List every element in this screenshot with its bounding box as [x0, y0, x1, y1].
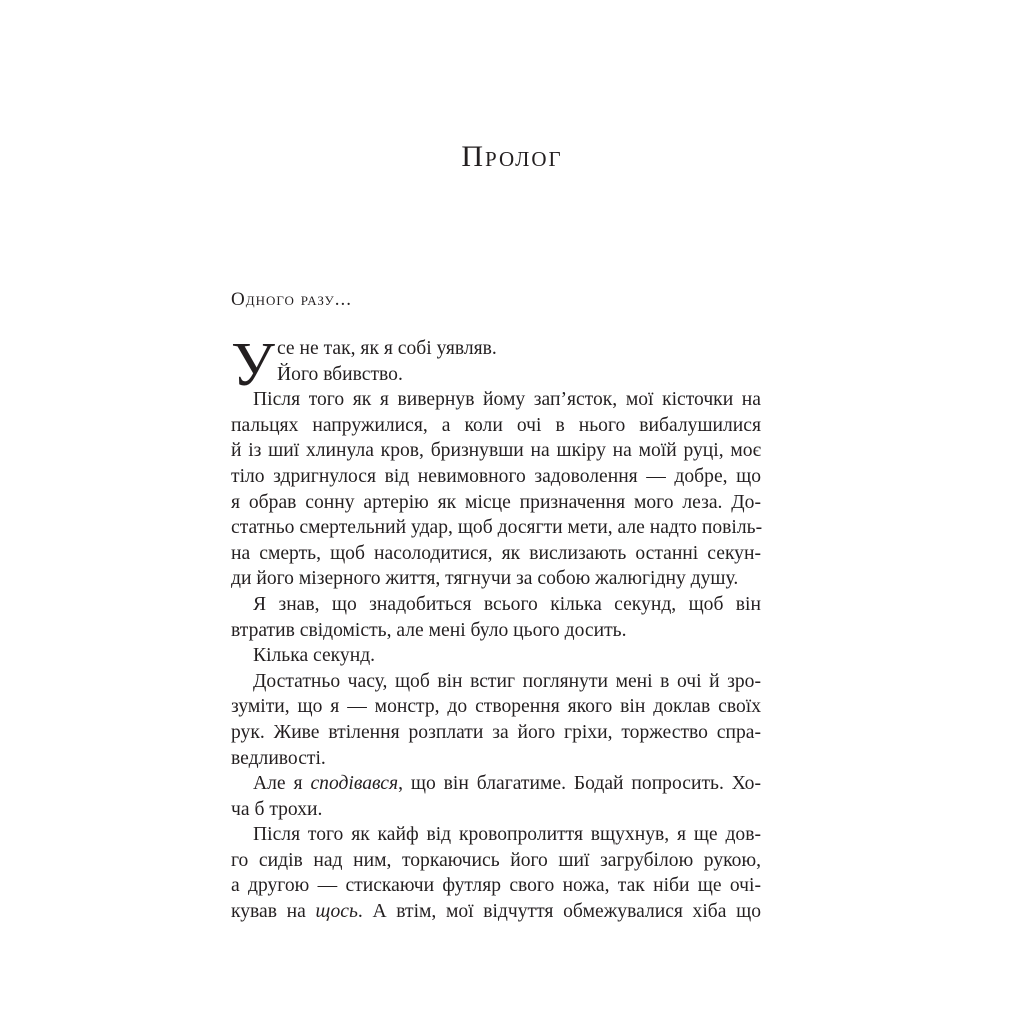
- text-line: зуміти, що я — монстр, до створення якого він доклав своїх: [231, 696, 761, 718]
- text-segment: . А втім, мої відчуття обмежувалися хіба що: [357, 901, 761, 923]
- text-line: я обрав сонну артерію як місце призначення мого леза. До-: [231, 491, 761, 513]
- text-line: на смерть, щоб насолодитися, як вислизають останні секун-: [231, 542, 761, 564]
- text-line: се не так, як я собі уявляв.: [277, 338, 497, 359]
- section-heading: Одного разу...: [231, 289, 352, 310]
- text-line: втратив свідомість, але мені було цього досить.: [231, 619, 627, 641]
- text-segment: , що він благатиме. Бодай попросить. Хо-: [398, 773, 761, 795]
- chapter-title: Пролог: [461, 140, 563, 173]
- text-line: ведливості.: [231, 747, 326, 769]
- text-line: пальцях напружилися, а коли очі в нього вибалушилися: [231, 414, 761, 436]
- text-line: Після того як кайф від кровопролиття вщухнув, я ще дов-: [253, 824, 761, 846]
- text-line: Його вбивство.: [277, 363, 403, 385]
- text-line: статньо смертельний удар, щоб досягти мети, але надто повіль-: [231, 517, 763, 539]
- text-line: й із шиї хлинула кров, бризнувши на шкіру на моїй руці, моє: [231, 440, 761, 462]
- text-line: тіло здригнулося від невимовного задоволення — добре, що: [231, 465, 761, 487]
- text-line: Кілька секунд.: [253, 645, 376, 667]
- text-line: Я знав, що знадобиться всього кілька секунд, щоб він: [253, 593, 761, 615]
- text-line: ди його мізерного життя, тягнучи за собою жалюгідну душу.: [231, 568, 739, 590]
- text-line: Достатньо часу, щоб він встиг поглянути мені в очі й зро-: [253, 670, 761, 692]
- text-line: ча б трохи.: [231, 798, 323, 820]
- italic-emphasis: щось: [315, 901, 358, 923]
- text-segment: кував на: [231, 901, 316, 923]
- text-line-with-italic: [231, 899, 761, 925]
- body-text: [231, 331, 763, 925]
- text-line: Після того як я вивернув йому зап’ясток, мої кісточки на: [253, 389, 761, 411]
- italic-emphasis: сподівався: [310, 773, 399, 795]
- text-segment: Але я: [253, 773, 311, 795]
- drop-cap: У: [231, 331, 275, 399]
- text-line-with-italic: [231, 771, 761, 797]
- text-line: го сидів над ним, торкаючись його шиї загрубілою рукою,: [231, 849, 761, 871]
- text-line: а другою — стискаючи футляр свого ножа, так ніби ще очі-: [231, 875, 761, 897]
- text-line: рук. Живе втілення розплати за його гріхи, торжество спра-: [231, 721, 761, 743]
